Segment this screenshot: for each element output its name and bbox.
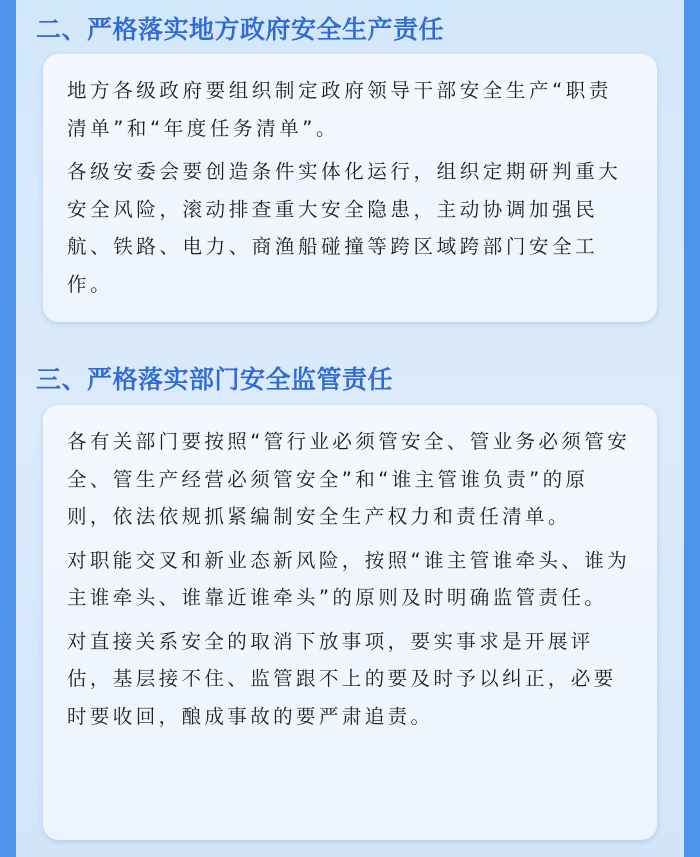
paragraph: 各级安委会要创造条件实体化运行，组织定期研判重大安全风险，滚动排查重大安全隐患，主动协调加强民航、铁路、电力、商渔船碰撞等跨区域跨部门安全工作。 xyxy=(67,160,622,296)
paragraph: 对职能交叉和新业态新风险，按照“谁主管谁牵头、谁为主谁牵头、谁靠近谁牵头”的原则及时明确监管责任。 xyxy=(67,548,631,609)
paragraph: 各有关部门要按照“管行业必须管安全、管业务必须管安全、管生产经营必须管安全”和“谁主管谁负责”的原则，依法依规抓紧编制安全生产权力和责任清单。 xyxy=(67,430,631,528)
paragraph: 对直接关系安全的取消下放事项，要实事求是开展评估，基层接不住、监管跟不上的要及时予以纠正，必要时要收回，酿成事故的要严肃追责。 xyxy=(67,629,617,728)
paragraph: 地方各级政府要组织制定政府领导干部安全生产“职责清单”和“年度任务清单”。 xyxy=(67,79,613,140)
section-heading-department-supervision: 三、严格落实部门安全监管责任 xyxy=(36,365,394,394)
content-card-local-government xyxy=(43,54,657,322)
section-heading-local-government: 二、严格落实地方政府安全生产责任 xyxy=(36,15,445,44)
content-card-department-supervision xyxy=(43,405,657,840)
